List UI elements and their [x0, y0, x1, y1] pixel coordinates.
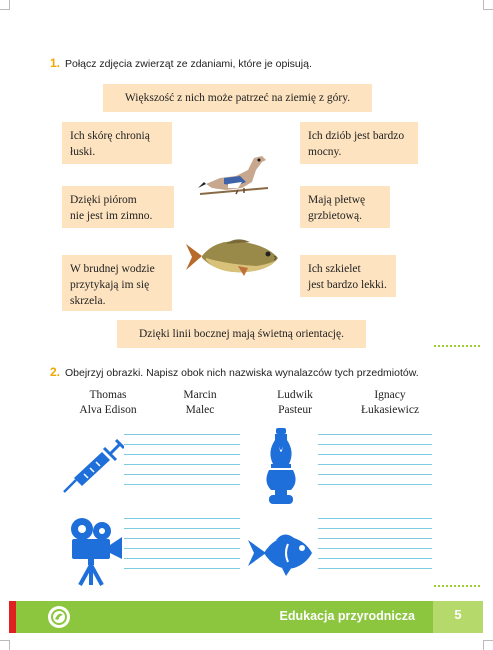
- answer-lines[interactable]: [318, 518, 432, 578]
- sentence-box-right-1[interactable]: [300, 122, 418, 164]
- publisher-logo-icon: [48, 606, 70, 628]
- crop-mark: [0, 9, 10, 10]
- sentence-box-right-2[interactable]: [300, 186, 390, 228]
- inventor-name: [63, 388, 153, 418]
- inventor-name: [345, 388, 435, 418]
- page-number: 5: [433, 601, 483, 633]
- sentence-text: Dzięki linii bocznej mają świetną orientację.: [138, 328, 344, 340]
- answer-line[interactable]: [124, 558, 240, 559]
- sentence-line: mocny.: [308, 146, 342, 158]
- crop-mark: [9, 640, 10, 650]
- sentence-line: Ich dziób jest bardzo: [308, 130, 405, 142]
- inventor-name: [250, 388, 340, 418]
- answer-line[interactable]: [318, 568, 432, 569]
- bird-photo[interactable]: [198, 148, 270, 200]
- dotted-separator: [434, 585, 480, 587]
- answer-line[interactable]: [318, 464, 432, 465]
- answer-line[interactable]: [318, 538, 432, 539]
- crop-mark: [483, 640, 493, 641]
- sentence-box-left-1[interactable]: [62, 122, 172, 164]
- sentence-box-right-3[interactable]: [300, 255, 396, 297]
- answer-lines[interactable]: [124, 518, 240, 578]
- oil-lamp-icon: [265, 428, 297, 506]
- exercise-1-number: 1.: [50, 56, 61, 70]
- inventor-first-name: Ludwik: [277, 389, 313, 401]
- inventor-first-name: Marcin: [183, 389, 217, 401]
- movie-camera-icon: [66, 517, 122, 587]
- sentence-box-left-2[interactable]: [62, 186, 174, 228]
- sentence-text: Większość z nich może patrzeć na ziemię z góry.: [124, 92, 351, 104]
- sentence-line: nie jest im zimno.: [70, 210, 153, 222]
- sentence-line: Mają płetwę: [308, 194, 366, 206]
- fish-photo[interactable]: [186, 236, 282, 278]
- crop-mark: [483, 640, 484, 650]
- sentence-box-bottom[interactable]: [117, 320, 366, 348]
- dotted-separator: [434, 345, 480, 347]
- inventor-name: [155, 388, 245, 418]
- sentence-line: Dzięki piórom: [70, 194, 137, 206]
- sentence-line: przytykają im się: [70, 279, 150, 291]
- answer-line[interactable]: [124, 518, 240, 519]
- answer-line[interactable]: [124, 474, 240, 475]
- answer-line[interactable]: [124, 454, 240, 455]
- inventor-last-name: Malec: [185, 404, 215, 416]
- answer-line[interactable]: [318, 518, 432, 519]
- answer-line[interactable]: [124, 464, 240, 465]
- sentence-box-left-3[interactable]: [62, 255, 172, 311]
- answer-line[interactable]: [318, 528, 432, 529]
- inventor-last-name: Łukasiewicz: [360, 404, 420, 416]
- sentence-box-top[interactable]: [103, 84, 372, 112]
- answer-line[interactable]: [318, 444, 432, 445]
- sentence-line: jest bardzo lekki.: [308, 279, 387, 291]
- answer-line[interactable]: [124, 434, 240, 435]
- exercise-1-instruction: Połącz zdjęcia zwierząt ze zdaniami, które je opisują.: [65, 58, 312, 70]
- sentence-line: Ich skórę chronią: [70, 130, 150, 142]
- footer-red-strip: [9, 601, 16, 633]
- syringe-icon: [62, 438, 124, 494]
- answer-lines[interactable]: [318, 434, 432, 494]
- inventor-first-name: Thomas: [89, 389, 127, 401]
- inventor-first-name: Ignacy: [374, 389, 406, 401]
- answer-line[interactable]: [318, 484, 432, 485]
- answer-lines[interactable]: [124, 434, 240, 494]
- sentence-line: W brudnej wodzie: [70, 263, 155, 275]
- answer-line[interactable]: [124, 444, 240, 445]
- answer-line[interactable]: [124, 568, 240, 569]
- sentence-line: grzbietową.: [308, 210, 362, 222]
- sentence-line: łuski.: [70, 146, 96, 158]
- inventor-last-name: Alva Edison: [79, 404, 137, 416]
- answer-line[interactable]: [124, 548, 240, 549]
- inventor-last-name: Pasteur: [278, 404, 312, 416]
- answer-line[interactable]: [124, 484, 240, 485]
- exercise-2-number: 2.: [50, 365, 61, 379]
- answer-line[interactable]: [318, 454, 432, 455]
- sentence-line: skrzela.: [70, 295, 106, 307]
- crop-mark: [0, 640, 10, 641]
- footer-subject-title: Edukacja przyrodnicza: [279, 609, 415, 623]
- answer-line[interactable]: [318, 558, 432, 559]
- exercise-2-instruction: Obejrzyj obrazki. Napisz obok nich nazwiska wynalazców tych przedmiotów.: [65, 367, 419, 379]
- answer-line[interactable]: [318, 434, 432, 435]
- answer-line[interactable]: [124, 528, 240, 529]
- sentence-line: Ich szkielet: [308, 263, 361, 275]
- answer-line[interactable]: [124, 538, 240, 539]
- answer-line[interactable]: [318, 548, 432, 549]
- crop-mark: [483, 9, 493, 10]
- answer-line[interactable]: [318, 474, 432, 475]
- fish-icon: [246, 530, 314, 576]
